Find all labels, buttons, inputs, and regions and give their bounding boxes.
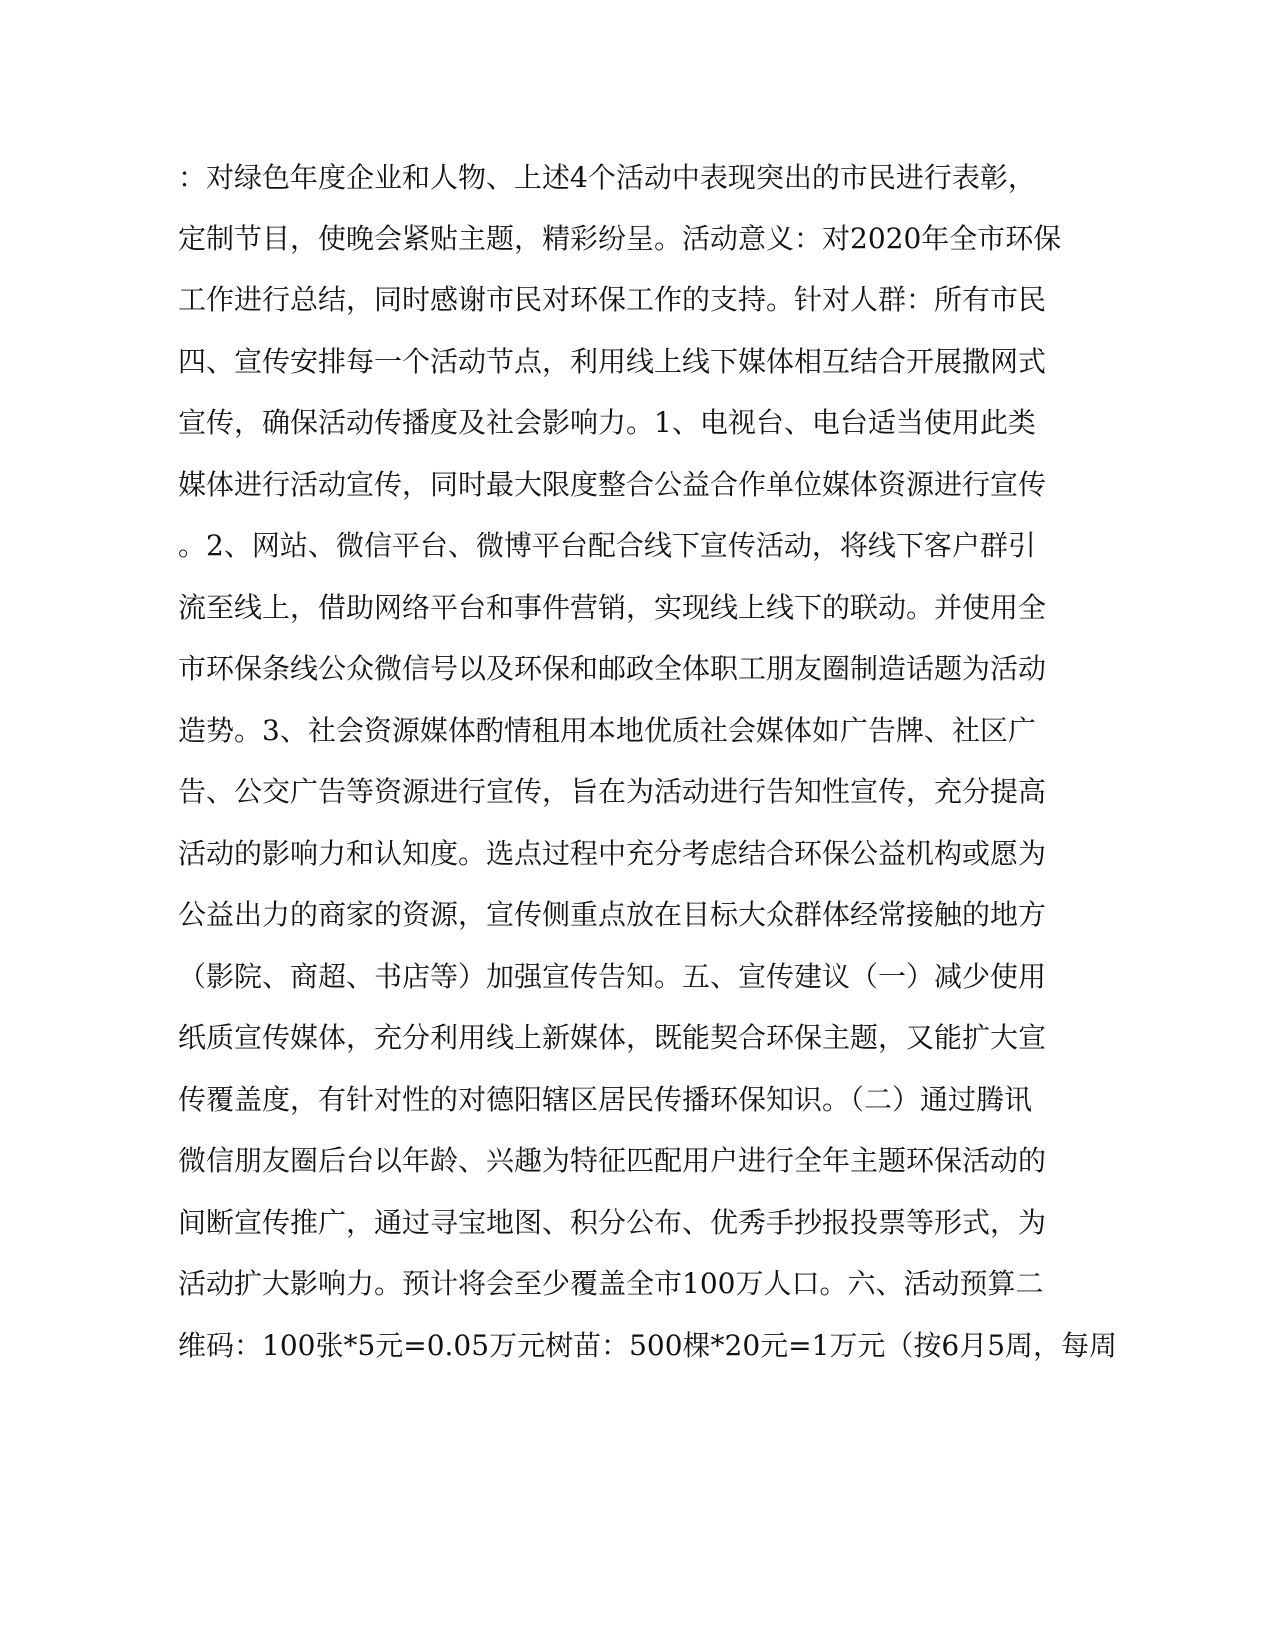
text-line: 传覆盖度，有针对性的对德阳辖区居民传播环保知识。（二）通过腾讯 xyxy=(178,1083,1033,1116)
text-line: 流至线上，借助网络平台和事件营销，实现线上线下的联动。并使用全 xyxy=(178,591,1047,624)
text-line: 媒体进行活动宣传，同时最大限度整合公益合作单位媒体资源进行宣传 xyxy=(178,468,1047,501)
text-line: 定制节目，使晚会紧贴主题，精彩纷呈。活动意义：对2020年全市环保 xyxy=(178,222,1062,255)
text-line: 公益出力的商家的资源，宣传侧重点放在目标大众群体经常接触的地方 xyxy=(178,898,1047,931)
text-line: 四、宣传安排每一个活动节点，利用线上线下媒体相互结合开展撒网式 xyxy=(178,345,1047,378)
text-line: 宣传，确保活动传播度及社会影响力。1、电视台、电台适当使用此类 xyxy=(178,406,1036,439)
text-line: 活动的影响力和认知度。选点过程中充分考虑结合环保公益机构或愿为 xyxy=(178,837,1047,870)
text-line: ：对绿色年度企业和人物、上述4个活动中表现突出的市民进行表彰， xyxy=(178,161,1036,194)
text-line: （影院、商超、书店等）加强宣传告知。五、宣传建议（一）减少使用 xyxy=(178,960,1047,993)
text-line: 活动扩大影响力。预计将会至少覆盖全市100万人口。六、活动预算二 xyxy=(178,1267,1044,1300)
text-line: 。2、网站、微信平台、微博平台配合线下宣传活动，将线下客户群引 xyxy=(178,529,1036,562)
text-line: 工作进行总结，同时感谢市民对环保工作的支持。针对人群：所有市民 xyxy=(178,283,1047,316)
text-line: 微信朋友圈后台以年龄、兴趣为特征匹配用户进行全年主题环保活动的 xyxy=(178,1144,1047,1177)
text-line: 维码：100张*5元=0.05万元树苗：500棵*20元=1万元（按6月5周，每周 xyxy=(178,1329,1118,1362)
text-line: 间断宣传推广，通过寻宝地图、积分公布、优秀手抄报投票等形式，为 xyxy=(178,1206,1047,1239)
text-line: 纸质宣传媒体，充分利用线上新媒体，既能契合环保主题，又能扩大宣 xyxy=(178,1021,1047,1054)
text-line: 造势。3、社会资源媒体酌情租用本地优质社会媒体如广告牌、社区广 xyxy=(178,714,1036,747)
text-line: 市环保条线公众微信号以及环保和邮政全体职工朋友圈制造话题为活动 xyxy=(178,652,1047,685)
text-line: 告、公交广告等资源进行宣传，旨在为活动进行告知性宣传，充分提高 xyxy=(178,775,1047,808)
